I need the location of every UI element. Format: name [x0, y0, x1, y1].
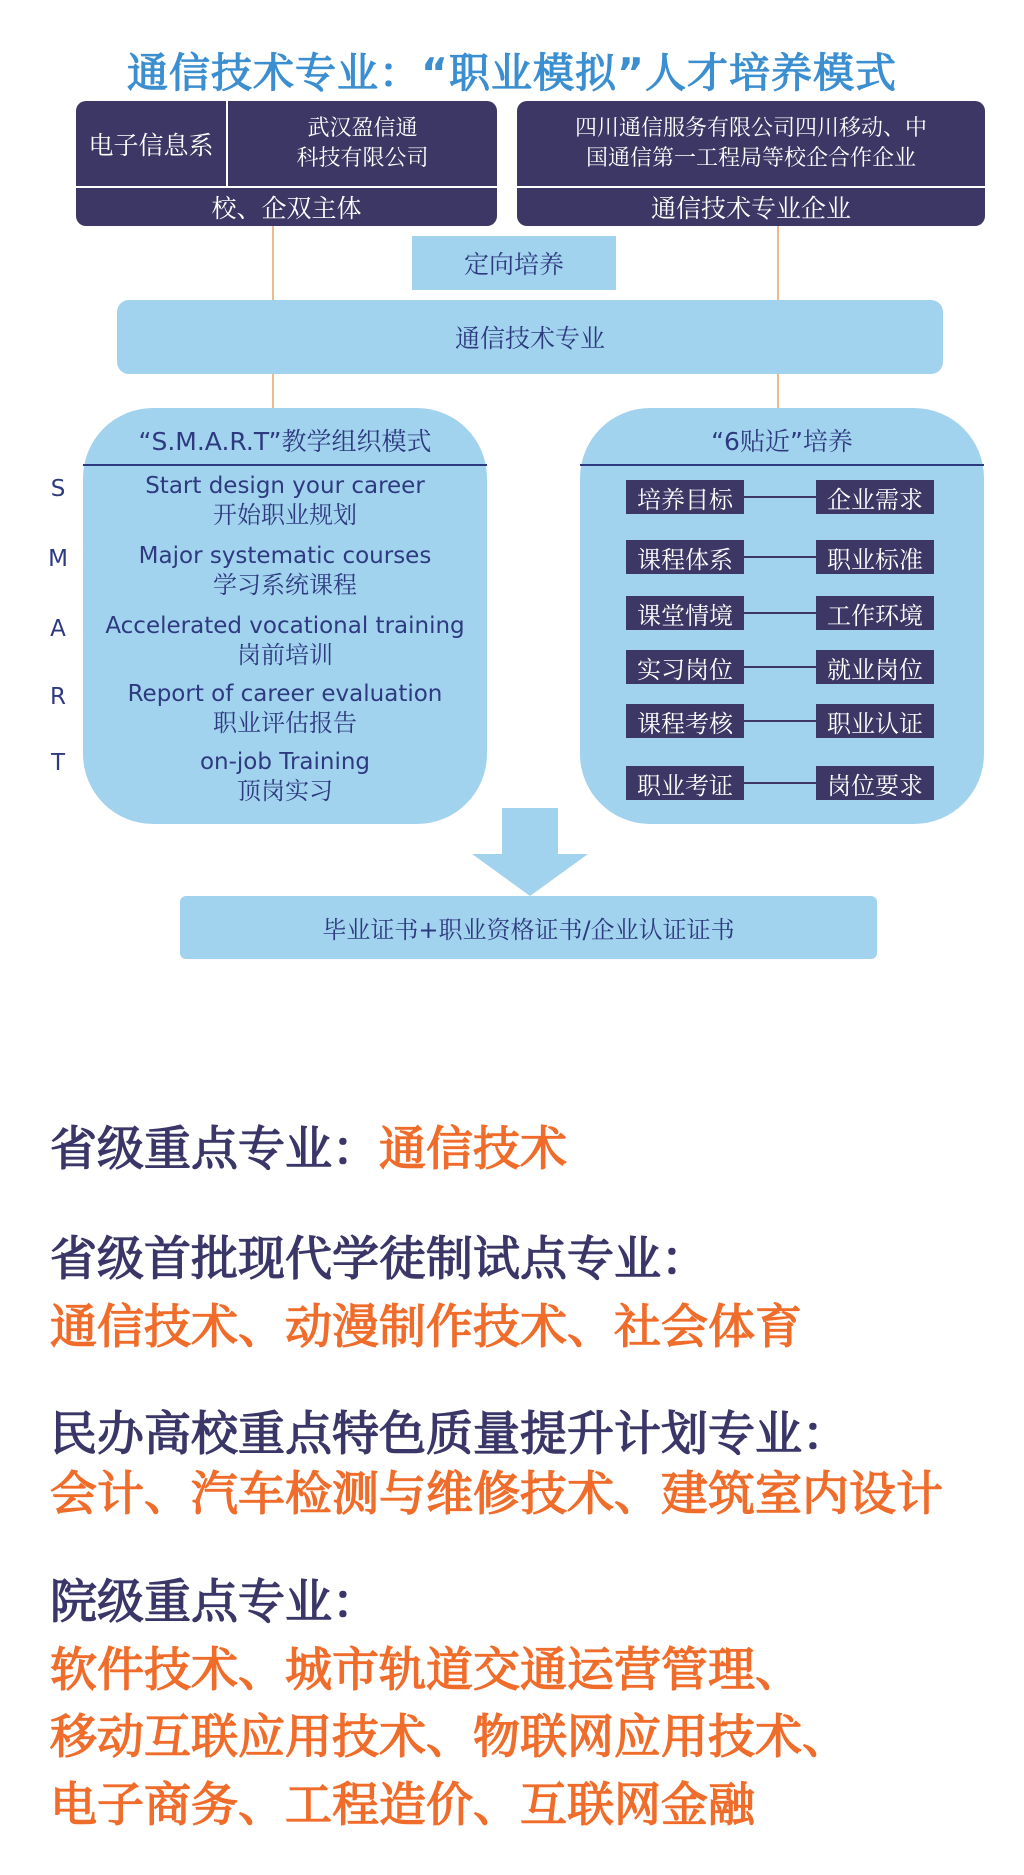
partner-companies [517, 101, 985, 186]
company-line-1: 武汉盈信通 [307, 115, 418, 141]
six-panel-title: “6贴近”培养 [711, 427, 853, 456]
connector-right-top [777, 226, 779, 300]
smart-letter: A [50, 616, 66, 642]
smart-item-en: Accelerated vocational training [105, 613, 465, 639]
panel-rule [580, 464, 984, 466]
smart-item-en: Start design your career [145, 473, 425, 499]
smart-item-en: Major systematic courses [138, 543, 432, 569]
private-college-heading: 民办高校重点特色质量提升计划专业： [50, 1407, 849, 1462]
directed-training-box: 定向培养 [412, 236, 616, 290]
smart-letter: T [50, 750, 66, 776]
smart-panel-title: “S.M.A.R.T”教学组织模式 [138, 427, 432, 456]
smart-item-cn: 职业评估报告 [213, 709, 357, 737]
partner-line-2: 国通信第一工程局等校企合作企业 [585, 145, 916, 171]
certificate-bar: 毕业证书+职业资格证书/企业认证证书 [180, 896, 877, 959]
connector-right-bottom [777, 374, 779, 408]
pair-right-label: 就业岗位 [816, 650, 934, 684]
pair-connector [744, 496, 816, 498]
connector-left-top [272, 226, 274, 300]
provincial-key-heading [50, 1112, 567, 1179]
company-line-2: 科技有限公司 [296, 145, 429, 171]
provincial-key-label: 省级重点专业： [50, 1122, 379, 1177]
private-college-value: 会计、汽车检测与维修技术、建筑室内设计 [50, 1467, 943, 1522]
connector-left-bottom [272, 374, 274, 408]
dual-subject-label: 校、企双主体 [211, 194, 362, 223]
partner-line-1: 四川通信服务有限公司四川移动、中 [574, 115, 927, 141]
pair-right-label: 职业认证 [816, 704, 934, 738]
partner-enterprise-box [517, 101, 985, 226]
pair-connector [744, 556, 816, 558]
panel-rule [83, 464, 487, 466]
smart-item-cn: 顶岗实习 [237, 777, 333, 805]
major-bar: 通信技术专业 [117, 300, 943, 374]
smart-item [83, 472, 487, 530]
pair-left-label: 课程体系 [626, 540, 744, 574]
smart-item-cn: 学习系统课程 [213, 571, 357, 599]
pair-left-label: 课堂情境 [626, 596, 744, 630]
smart-item [83, 612, 487, 670]
department-label: 电子信息系 [88, 130, 214, 160]
pair-right-label: 岗位要求 [816, 766, 934, 800]
smart-letter: M [48, 546, 68, 572]
smart-item-cn: 岗前培训 [237, 641, 333, 669]
smart-item [83, 542, 487, 600]
pair-connector [744, 782, 816, 784]
smart-letter: R [50, 684, 66, 710]
smart-item-en: on-job Training [199, 749, 371, 775]
pair-left-label: 培养目标 [626, 480, 744, 514]
smart-item-en: Report of career evaluation [127, 681, 443, 707]
smart-model-panel [83, 408, 487, 824]
smart-item [83, 748, 487, 806]
pair-connector [744, 720, 816, 722]
smart-item-cn: 开始职业规划 [213, 501, 357, 529]
company-name [228, 101, 497, 186]
apprentice-value: 通信技术、动漫制作技术、社会体育 [50, 1300, 802, 1355]
smart-letter: S [50, 476, 66, 502]
college-key-heading: 院级重点专业： [50, 1575, 379, 1630]
diagram-title: 通信技术专业：“职业模拟”人才培养模式 [127, 49, 897, 97]
smart-item [83, 680, 487, 738]
college-key-value-1: 软件技术、城市轨道交通运营管理、 [50, 1643, 802, 1698]
school-enterprise-box [76, 101, 497, 226]
six-closeness-panel [580, 408, 984, 824]
pair-left-label: 职业考证 [626, 766, 744, 800]
pair-connector [744, 666, 816, 668]
provincial-key-value: 通信技术 [379, 1122, 567, 1177]
pair-connector [744, 612, 816, 614]
pair-left-label: 课程考核 [626, 704, 744, 738]
pair-left-label: 实习岗位 [626, 650, 744, 684]
apprentice-heading: 省级首批现代学徒制试点专业： [50, 1232, 708, 1287]
college-key-value-3: 电子商务、工程造价、互联网金融 [50, 1778, 755, 1833]
pair-right-label: 企业需求 [816, 480, 934, 514]
pair-right-label: 职业标准 [816, 540, 934, 574]
down-arrow-icon [472, 808, 588, 896]
enterprise-label: 通信技术专业企业 [650, 194, 851, 223]
college-key-value-2: 移动互联应用技术、物联网应用技术、 [50, 1710, 849, 1765]
pair-right-label: 工作环境 [816, 596, 934, 630]
